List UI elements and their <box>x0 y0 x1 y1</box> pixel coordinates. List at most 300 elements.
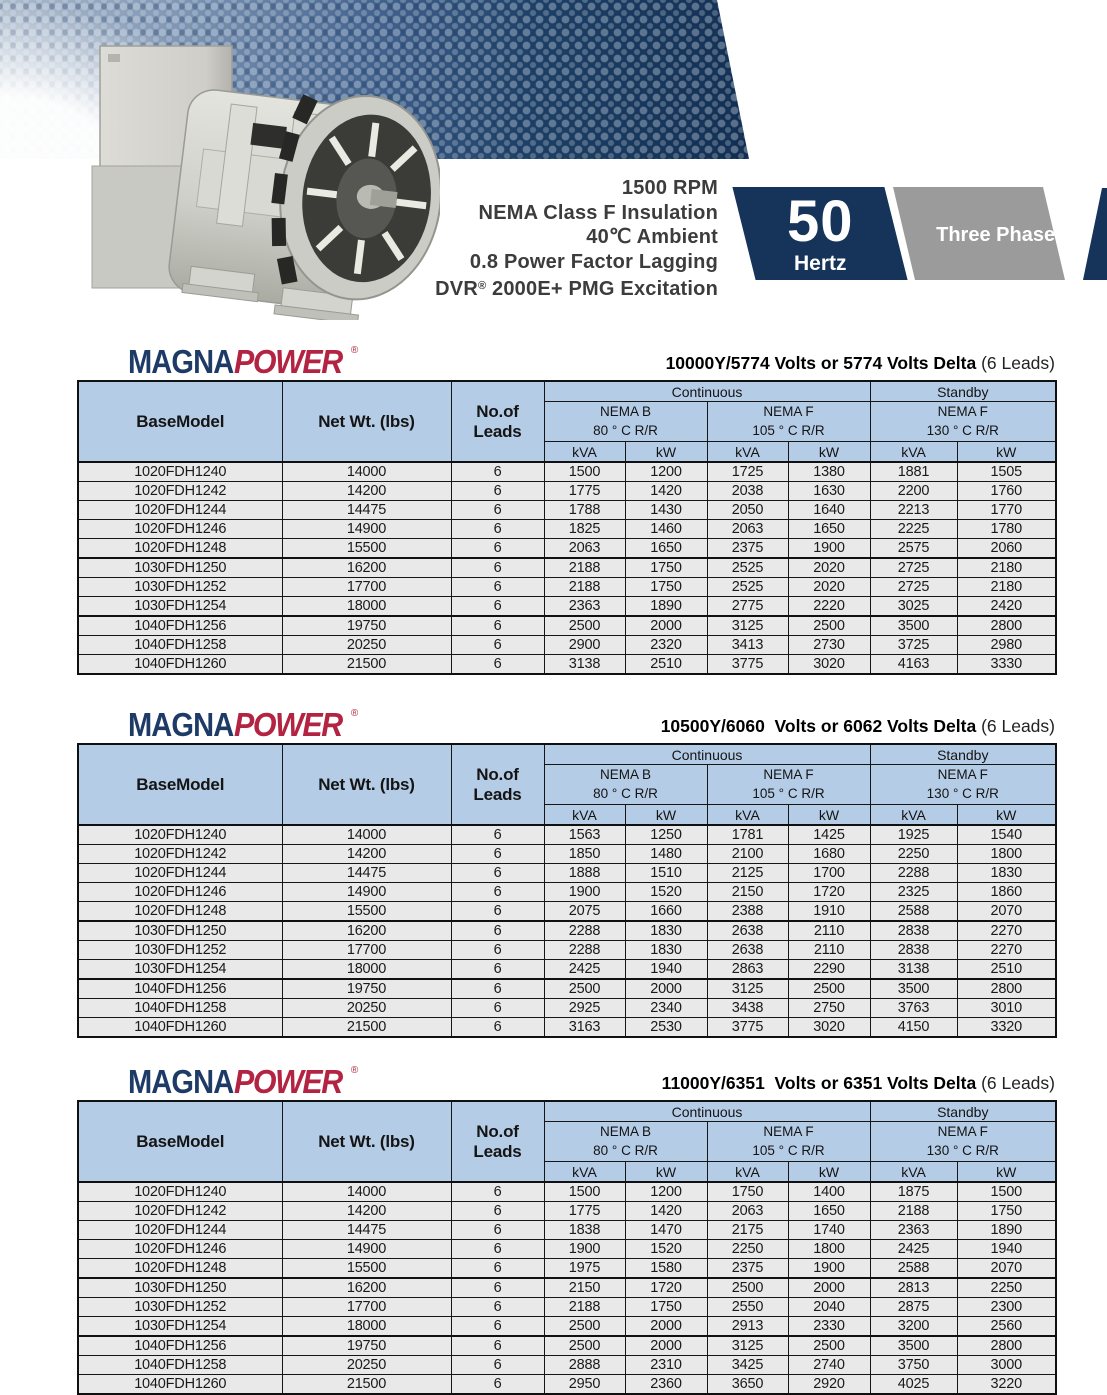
cell: 2110 <box>788 921 870 941</box>
cell: 1580 <box>625 1259 707 1279</box>
cell: 6 <box>451 482 544 501</box>
cell: 1850 <box>544 845 625 864</box>
cell: 1890 <box>625 597 707 617</box>
cell: 2175 <box>707 1221 788 1240</box>
cell: 6 <box>451 999 544 1018</box>
cell: 1030FDH1252 <box>78 1298 282 1317</box>
cell: 1563 <box>544 825 625 845</box>
cell: 2588 <box>870 1259 957 1279</box>
cell: 2525 <box>707 578 788 597</box>
cell: 6 <box>451 845 544 864</box>
cell: 1520 <box>625 1240 707 1259</box>
cell: 6 <box>451 1375 544 1395</box>
cell: 21500 <box>282 1375 451 1395</box>
cell: 2500 <box>788 979 870 999</box>
cell: 1770 <box>957 501 1056 520</box>
cell: 14900 <box>282 883 451 902</box>
col-header-netwt: Net Wt. (lbs) <box>282 381 451 462</box>
hertz-value: 50 <box>786 189 854 254</box>
cell: 6 <box>451 1221 544 1240</box>
col-header-continuous: Continuous <box>544 744 870 765</box>
cell: 2038 <box>707 482 788 501</box>
cell: 3138 <box>544 655 625 675</box>
col-header-nemaf: NEMA F 105 ° C R/R <box>707 765 870 805</box>
cell: 2340 <box>625 999 707 1018</box>
cell: 1020FDH1244 <box>78 1221 282 1240</box>
cell: 1750 <box>625 558 707 578</box>
cell: 2020 <box>788 558 870 578</box>
cell: 1750 <box>625 578 707 597</box>
cell: 6 <box>451 921 544 941</box>
hertz-unit: Hertz <box>793 252 847 275</box>
cell: 2288 <box>870 864 957 883</box>
cell: 1788 <box>544 501 625 520</box>
cell: 4150 <box>870 1018 957 1038</box>
cell: 1040FDH1258 <box>78 636 282 655</box>
cell: 2510 <box>957 960 1056 980</box>
cell: 2500 <box>544 1317 625 1337</box>
cell: 1700 <box>788 864 870 883</box>
unit-kw: kW <box>957 1162 1056 1183</box>
cell: 2040 <box>788 1298 870 1317</box>
cell: 1480 <box>625 845 707 864</box>
cell: 1640 <box>788 501 870 520</box>
cell: 14200 <box>282 482 451 501</box>
cell: 1030FDH1252 <box>78 941 282 960</box>
cell: 2150 <box>544 1278 625 1298</box>
cell: 1040FDH1258 <box>78 1356 282 1375</box>
cell: 3125 <box>707 616 788 636</box>
table-row <box>78 539 1056 559</box>
cell: 19750 <box>282 616 451 636</box>
cell: 3125 <box>707 979 788 999</box>
cell: 2775 <box>707 597 788 617</box>
table-row <box>78 482 1056 501</box>
cell: 2000 <box>625 616 707 636</box>
cell: 17700 <box>282 941 451 960</box>
cell: 2800 <box>957 616 1056 636</box>
cell: 1020FDH1240 <box>78 1182 282 1202</box>
cell: 21500 <box>282 655 451 675</box>
cell: 4025 <box>870 1375 957 1395</box>
cell: 2638 <box>707 941 788 960</box>
table-row <box>78 520 1056 539</box>
info-badge <box>893 164 1065 303</box>
cell: 2725 <box>870 578 957 597</box>
cell: 2638 <box>707 921 788 941</box>
col-header-nemaf-standby: NEMA F 130 ° C R/R <box>870 765 1056 805</box>
table-row <box>78 636 1056 655</box>
cell: 2838 <box>870 941 957 960</box>
cell: 2100 <box>707 845 788 864</box>
col-header-nemaf-standby: NEMA F 130 ° C R/R <box>870 1122 1056 1162</box>
cell: 18000 <box>282 960 451 980</box>
cell: 1680 <box>788 845 870 864</box>
col-header-nemaf-standby: NEMA F 130 ° C R/R <box>870 402 1056 442</box>
cell: 2000 <box>788 1278 870 1298</box>
cell: 1725 <box>707 462 788 482</box>
cell: 2050 <box>707 501 788 520</box>
table-row <box>78 597 1056 617</box>
col-header-nemaf: NEMA F 105 ° C R/R <box>707 402 870 442</box>
cell: 1720 <box>788 883 870 902</box>
table-row <box>78 462 1056 482</box>
col-header-netwt: Net Wt. (lbs) <box>282 1101 451 1182</box>
table-row <box>78 1336 1056 1356</box>
cell: 3650 <box>707 1375 788 1395</box>
cell: 6 <box>451 520 544 539</box>
cell: 1775 <box>544 482 625 501</box>
cell: 2950 <box>544 1375 625 1395</box>
cell: 2063 <box>707 1202 788 1221</box>
cell: 1030FDH1254 <box>78 960 282 980</box>
unit-kw: kW <box>788 805 870 826</box>
cell: 2800 <box>957 1336 1056 1356</box>
cell: 6 <box>451 558 544 578</box>
cell: 1040FDH1260 <box>78 655 282 675</box>
cell: 1430 <box>625 501 707 520</box>
spec-line: 1500 RPM <box>621 177 718 199</box>
table-row <box>78 501 1056 520</box>
cell: 1020FDH1242 <box>78 845 282 864</box>
cell: 1030FDH1250 <box>78 558 282 578</box>
cell: 2740 <box>788 1356 870 1375</box>
section-11000y <box>77 1054 1055 1395</box>
cell: 2188 <box>870 1202 957 1221</box>
unit-kw: kW <box>625 1162 707 1183</box>
cell: 1020FDH1244 <box>78 864 282 883</box>
cell: 1900 <box>788 1259 870 1279</box>
cell: 3438 <box>707 999 788 1018</box>
cell: 2110 <box>788 941 870 960</box>
cell: 2310 <box>625 1356 707 1375</box>
cell: 3000 <box>957 1356 1056 1375</box>
cell: 2500 <box>707 1278 788 1298</box>
cell: 3500 <box>870 1336 957 1356</box>
cell: 16200 <box>282 558 451 578</box>
table-title: 10500Y/6060 Volts or 6062 Volts Delta (6 Leads) <box>660 716 1055 736</box>
cell: 1830 <box>625 941 707 960</box>
cell: 2360 <box>625 1375 707 1395</box>
cell: 14200 <box>282 1202 451 1221</box>
info-line-voltage: High Voltage <box>940 282 1054 303</box>
cell: 1975 <box>544 1259 625 1279</box>
cell: 14475 <box>282 864 451 883</box>
cell: 2800 <box>957 979 1056 999</box>
table-row <box>78 1182 1056 1202</box>
cell: 2290 <box>788 960 870 980</box>
table-row <box>78 578 1056 597</box>
cell: 2000 <box>625 1336 707 1356</box>
cell: 2925 <box>544 999 625 1018</box>
cell: 1020FDH1246 <box>78 883 282 902</box>
hertz-badge <box>732 187 907 280</box>
cell: 2150 <box>707 883 788 902</box>
cell: 6 <box>451 825 544 845</box>
cell: 1520 <box>625 883 707 902</box>
cell: 2500 <box>544 1336 625 1356</box>
cell: 3500 <box>870 979 957 999</box>
cell: 2560 <box>957 1317 1056 1337</box>
cell: 1540 <box>957 825 1056 845</box>
cell: 2875 <box>870 1298 957 1317</box>
cell: 2270 <box>957 921 1056 941</box>
cell: 1720 <box>625 1278 707 1298</box>
cell: 1500 <box>544 1182 625 1202</box>
table-row <box>78 883 1056 902</box>
cell: 2863 <box>707 960 788 980</box>
cell: 2920 <box>788 1375 870 1395</box>
magnapower-logo: MAGNAPOWER ® <box>128 343 359 380</box>
cell: 14900 <box>282 520 451 539</box>
cell: 1040FDH1260 <box>78 1375 282 1395</box>
cell: 2813 <box>870 1278 957 1298</box>
unit-kva: kVA <box>544 442 625 463</box>
table-row <box>78 655 1056 675</box>
spec-line-dvr: DVR® 2000E+ PMG Excitation <box>435 278 718 300</box>
cell: 2425 <box>870 1240 957 1259</box>
cell: 1650 <box>788 520 870 539</box>
cell: 3775 <box>707 655 788 675</box>
cell: 6 <box>451 616 544 636</box>
table-title: 10000Y/5774 Volts or 5774 Volts Delta (6 Leads) <box>665 353 1055 373</box>
cell: 1910 <box>788 902 870 922</box>
cell: 1030FDH1250 <box>78 1278 282 1298</box>
table-row <box>78 1356 1056 1375</box>
cell: 3020 <box>788 655 870 675</box>
cell: 2980 <box>957 636 1056 655</box>
cell: 1470 <box>625 1221 707 1240</box>
cell: 3725 <box>870 636 957 655</box>
cell: 2075 <box>544 902 625 922</box>
registered-mark: ® <box>477 280 487 292</box>
magnapower-logo: MAGNAPOWER ® <box>128 1063 359 1100</box>
info-line-poles: 4-Pole <box>928 164 989 187</box>
unit-kw: kW <box>957 442 1056 463</box>
cell: 2000 <box>625 1317 707 1337</box>
cell: 21500 <box>282 1018 451 1038</box>
cell: 1040FDH1260 <box>78 1018 282 1038</box>
cell: 1420 <box>625 1202 707 1221</box>
cell: 6 <box>451 960 544 980</box>
table-row <box>78 1317 1056 1337</box>
unit-kva: kVA <box>707 805 788 826</box>
cell: 2325 <box>870 883 957 902</box>
col-header-nemab: NEMA B 80 ° C R/R <box>544 1122 707 1162</box>
unit-kw: kW <box>625 442 707 463</box>
cell: 2250 <box>707 1240 788 1259</box>
cell: 14475 <box>282 1221 451 1240</box>
cell: 1650 <box>625 539 707 559</box>
cell: 2500 <box>788 1336 870 1356</box>
cell: 1760 <box>957 482 1056 501</box>
cell: 1775 <box>544 1202 625 1221</box>
cell: 2180 <box>957 578 1056 597</box>
cell: 2300 <box>957 1298 1056 1317</box>
cell: 2125 <box>707 864 788 883</box>
cell: 1740 <box>788 1221 870 1240</box>
section-10000y <box>77 334 1055 675</box>
cell: 1830 <box>625 921 707 941</box>
cell: 6 <box>451 883 544 902</box>
col-header-nemab: NEMA B 80 ° C R/R <box>544 402 707 442</box>
cell: 1750 <box>707 1182 788 1202</box>
cell: 18000 <box>282 1317 451 1337</box>
cell: 2330 <box>788 1317 870 1337</box>
cell: 2730 <box>788 636 870 655</box>
cell: 2200 <box>870 482 957 501</box>
cell: 15500 <box>282 902 451 922</box>
col-header-standby: Standby <box>870 744 1056 765</box>
cell: 2063 <box>544 539 625 559</box>
col-header-leads: No.of Leads <box>451 381 544 462</box>
cell: 2288 <box>544 941 625 960</box>
cell: 1750 <box>625 1298 707 1317</box>
cell: 1020FDH1248 <box>78 902 282 922</box>
cell: 1030FDH1254 <box>78 1317 282 1337</box>
unit-kva: kVA <box>707 442 788 463</box>
cell: 6 <box>451 655 544 675</box>
cell: 20250 <box>282 1356 451 1375</box>
cell: 2320 <box>625 636 707 655</box>
cell: 4163 <box>870 655 957 675</box>
cell: 1420 <box>625 482 707 501</box>
cell: 2188 <box>544 1298 625 1317</box>
spec-line: NEMA Class F Insulation <box>478 201 718 224</box>
cell: 14475 <box>282 501 451 520</box>
cell: 2180 <box>957 558 1056 578</box>
cell: 14000 <box>282 462 451 482</box>
cell: 2725 <box>870 558 957 578</box>
magnapower-logo: MAGNAPOWER ® <box>128 706 359 743</box>
table-row <box>78 558 1056 578</box>
cell: 3220 <box>957 1375 1056 1395</box>
cell: 3763 <box>870 999 957 1018</box>
table-row <box>78 921 1056 941</box>
cell: 1900 <box>544 1240 625 1259</box>
cell: 1020FDH1242 <box>78 1202 282 1221</box>
cell: 2000 <box>625 979 707 999</box>
table-row <box>78 825 1056 845</box>
cell: 15500 <box>282 1259 451 1279</box>
cell: 3320 <box>957 1018 1056 1038</box>
cell: 2188 <box>544 578 625 597</box>
cell: 6 <box>451 1278 544 1298</box>
cell: 2375 <box>707 539 788 559</box>
cell: 14000 <box>282 825 451 845</box>
cell: 1940 <box>957 1240 1056 1259</box>
table-row <box>78 1202 1056 1221</box>
cell: 1900 <box>544 883 625 902</box>
cell: 2070 <box>957 1259 1056 1279</box>
col-header-standby: Standby <box>870 381 1056 402</box>
cell: 2550 <box>707 1298 788 1317</box>
cell: 6 <box>451 597 544 617</box>
cell: 3775 <box>707 1018 788 1038</box>
col-header-leads: No.of Leads <box>451 744 544 825</box>
spec-line: 40℃ Ambient <box>586 226 718 248</box>
cell: 2420 <box>957 597 1056 617</box>
cell: 1630 <box>788 482 870 501</box>
col-header-nemab: NEMA B 80 ° C R/R <box>544 765 707 805</box>
cell: 2213 <box>870 501 957 520</box>
cell: 1040FDH1258 <box>78 999 282 1018</box>
cell: 1881 <box>870 462 957 482</box>
cell: 1650 <box>788 1202 870 1221</box>
cell: 1030FDH1250 <box>78 921 282 941</box>
cell: 2500 <box>788 616 870 636</box>
table-row <box>78 1298 1056 1317</box>
table-row <box>78 941 1056 960</box>
cell: 1400 <box>788 1182 870 1202</box>
cell: 2250 <box>957 1278 1056 1298</box>
section-10500y <box>77 697 1055 1038</box>
cell: 6 <box>451 1317 544 1337</box>
cell: 1200 <box>625 1182 707 1202</box>
generator-photo <box>48 38 440 320</box>
cell: 1030FDH1252 <box>78 578 282 597</box>
cell: 1425 <box>788 825 870 845</box>
cell: 18000 <box>282 597 451 617</box>
cell: 2888 <box>544 1356 625 1375</box>
cell: 2188 <box>544 558 625 578</box>
col-header-basemodel: BaseModel <box>78 744 282 825</box>
cell: 1040FDH1256 <box>78 979 282 999</box>
cell: 1825 <box>544 520 625 539</box>
cell: 1020FDH1240 <box>78 825 282 845</box>
cell: 3413 <box>707 636 788 655</box>
cell: 2363 <box>544 597 625 617</box>
cell: 1781 <box>707 825 788 845</box>
cell: 1940 <box>625 960 707 980</box>
cell: 1505 <box>957 462 1056 482</box>
info-line-phase: Three Phase <box>936 223 1055 246</box>
table-row <box>78 1221 1056 1240</box>
cell: 3125 <box>707 1336 788 1356</box>
cell: 1500 <box>957 1182 1056 1202</box>
table-row <box>78 1375 1056 1395</box>
unit-kw: kW <box>625 805 707 826</box>
cell: 14000 <box>282 1182 451 1202</box>
cell: 2220 <box>788 597 870 617</box>
cell: 2510 <box>625 655 707 675</box>
col-header-nemaf: NEMA F 105 ° C R/R <box>707 1122 870 1162</box>
cell: 15500 <box>282 539 451 559</box>
col-header-basemodel: BaseModel <box>78 1101 282 1182</box>
cell: 2750 <box>788 999 870 1018</box>
cell: 2575 <box>870 539 957 559</box>
cell: 3330 <box>957 655 1056 675</box>
cell: 1660 <box>625 902 707 922</box>
cell: 3163 <box>544 1018 625 1038</box>
unit-kva: kVA <box>544 1162 625 1183</box>
cell: 6 <box>451 1202 544 1221</box>
cell: 2900 <box>544 636 625 655</box>
cell: 1780 <box>957 520 1056 539</box>
cell: 2375 <box>707 1259 788 1279</box>
cell: 1800 <box>788 1240 870 1259</box>
cell: 16200 <box>282 1278 451 1298</box>
table-row <box>78 845 1056 864</box>
unit-kva: kVA <box>870 442 957 463</box>
cell: 2530 <box>625 1018 707 1038</box>
spec-list <box>435 176 718 302</box>
cell: 1020FDH1242 <box>78 482 282 501</box>
cell: 3138 <box>870 960 957 980</box>
table-title: 11000Y/6351 Volts or 6351 Volts Delta (6 Leads) <box>661 1073 1055 1093</box>
cell: 6 <box>451 1240 544 1259</box>
table-row <box>78 1018 1056 1038</box>
